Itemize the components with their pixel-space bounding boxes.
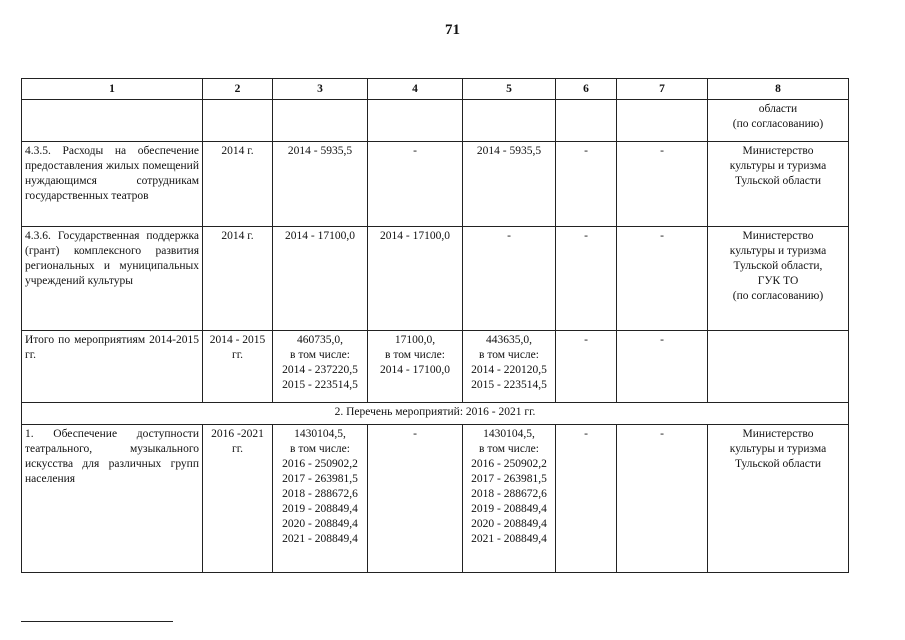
cell-text: 2017 - 263981,5 xyxy=(282,473,358,485)
cell-text: 2016 -2021 xyxy=(211,428,264,440)
activity-name-cell xyxy=(22,227,203,331)
cell-text: 460735,0, xyxy=(297,334,343,346)
cell-text: (по согласованию) xyxy=(732,290,824,302)
cell-text: 2021 - 208849,4 xyxy=(471,533,547,545)
municipal-funding-cell xyxy=(556,142,617,227)
cell-text: 1. Обеспечение доступности театрального, музыкального искусства для различных групп населения xyxy=(25,428,199,485)
cell-text: в том числе: xyxy=(479,443,539,455)
cell-text: 2017 - 263981,5 xyxy=(471,473,547,485)
cell-text: - xyxy=(660,230,664,242)
cell-text: 2014 г. xyxy=(221,145,254,157)
municipal-funding-cell xyxy=(556,331,617,403)
section-heading: 2. Перечень мероприятий: 2016 - 2021 гг. xyxy=(22,403,849,425)
other-funding-cell xyxy=(617,142,708,227)
other-funding-cell xyxy=(617,100,708,142)
column-number-header-row xyxy=(22,79,849,100)
cell-text: Министерство xyxy=(742,428,814,440)
cell-text: 2014 - 237220,5 xyxy=(282,364,358,376)
period-cell xyxy=(203,331,273,403)
cell-text: Тульской области xyxy=(734,458,821,470)
cell-text: 2019 - 208849,4 xyxy=(471,503,547,515)
cell-text: 17100,0, xyxy=(394,334,436,346)
cell-text: гг. xyxy=(231,443,243,455)
cell-text: 2018 - 288672,6 xyxy=(471,488,547,500)
total-funding-cell xyxy=(273,142,368,227)
cell-text: 2015 - 223514,5 xyxy=(471,379,547,391)
regional-funding-cell xyxy=(463,142,556,227)
executor-cell xyxy=(708,425,849,573)
cell-text: 2015 - 223514,5 xyxy=(282,379,358,391)
cell-text: - xyxy=(584,230,588,242)
page-number: 71 xyxy=(445,22,460,38)
table-row xyxy=(22,100,849,142)
cell-text: 2021 - 208849,4 xyxy=(282,533,358,545)
cell-text: 2014 - 17100,0 xyxy=(285,230,355,242)
cell-text: в том числе: xyxy=(290,443,350,455)
cell-text: (по согласованию) xyxy=(732,118,824,130)
column-header: 2 xyxy=(203,79,273,100)
regional-funding-cell xyxy=(463,227,556,331)
cell-text: - xyxy=(413,428,417,440)
cell-text: 4.3.5. Расходы на обеспечение предоставления жилых помещений нуждающимся сотрудникам государственных театров xyxy=(25,145,199,202)
cell-text: 1430104,5, xyxy=(483,428,535,440)
column-header: 6 xyxy=(556,79,617,100)
cell-text: в том числе: xyxy=(385,349,445,361)
cell-text: 2014 - 5935,5 xyxy=(476,145,542,157)
federal-funding-cell xyxy=(368,425,463,573)
cell-text: Министерство xyxy=(742,230,814,242)
period-cell xyxy=(203,142,273,227)
cell-text: 2014 - 17100,0 xyxy=(380,230,450,242)
cell-text: - xyxy=(507,230,511,242)
cell-text: 2014 г. xyxy=(221,230,254,242)
cell-text: Итого по мероприятиям 2014-2015 гг. xyxy=(25,334,199,361)
activity-name-cell xyxy=(22,331,203,403)
total-funding-cell xyxy=(273,100,368,142)
column-header: 4 xyxy=(368,79,463,100)
federal-funding-cell xyxy=(368,227,463,331)
period-cell xyxy=(203,227,273,331)
cell-text: 4.3.6. Государственная поддержка (грант) комплексного развития региональных и муниципальных учреждений культуры xyxy=(25,230,199,287)
executor-cell xyxy=(708,227,849,331)
cell-text: 2014 - 2015 xyxy=(209,334,266,346)
total-funding-cell xyxy=(273,227,368,331)
cell-text: культуры и туризма xyxy=(729,443,827,455)
cell-text: 2020 - 208849,4 xyxy=(471,518,547,530)
period-cell xyxy=(203,425,273,573)
section-heading-row xyxy=(22,403,849,425)
cell-text: 2019 - 208849,4 xyxy=(282,503,358,515)
cell-text: 2016 - 250902,2 xyxy=(282,458,358,470)
cell-text: 2014 - 5935,5 xyxy=(287,145,353,157)
total-funding-cell xyxy=(273,425,368,573)
cell-text: - xyxy=(584,145,588,157)
column-header: 7 xyxy=(617,79,708,100)
cell-text: ГУК ТО xyxy=(757,275,799,287)
regional-funding-cell xyxy=(463,100,556,142)
activity-name-cell xyxy=(22,100,203,142)
cell-text: - xyxy=(413,145,417,157)
municipal-funding-cell xyxy=(556,425,617,573)
executor-cell xyxy=(708,100,849,142)
cell-text: - xyxy=(584,428,588,440)
column-header: 1 xyxy=(22,79,203,100)
cell-text: 2016 - 250902,2 xyxy=(471,458,547,470)
cell-text: культуры и туризма xyxy=(729,160,827,172)
cell-text: 2018 - 288672,6 xyxy=(282,488,358,500)
cell-text: - xyxy=(660,334,664,346)
activity-name-cell xyxy=(22,142,203,227)
cell-text: в том числе: xyxy=(479,349,539,361)
regional-funding-cell xyxy=(463,331,556,403)
activity-name-cell xyxy=(22,425,203,573)
cell-text: - xyxy=(660,428,664,440)
cell-text: области xyxy=(758,103,798,115)
table-row xyxy=(22,142,849,227)
federal-funding-cell xyxy=(368,100,463,142)
column-header: 3 xyxy=(273,79,368,100)
executor-cell xyxy=(708,331,849,403)
column-header: 5 xyxy=(463,79,556,100)
footnote-separator xyxy=(21,621,173,622)
cell-text: Тульской области xyxy=(734,175,821,187)
other-funding-cell xyxy=(617,331,708,403)
federal-funding-cell xyxy=(368,331,463,403)
cell-text: культуры и туризма xyxy=(729,245,827,257)
executor-cell xyxy=(708,142,849,227)
program-activities-table xyxy=(21,78,849,573)
federal-funding-cell xyxy=(368,142,463,227)
cell-text: гг. xyxy=(231,349,243,361)
municipal-funding-cell xyxy=(556,100,617,142)
cell-text: 1430104,5, xyxy=(294,428,346,440)
cell-text: 2014 - 220120,5 xyxy=(471,364,547,376)
cell-text: Министерство xyxy=(742,145,814,157)
cell-text: - xyxy=(660,145,664,157)
table-row xyxy=(22,331,849,403)
cell-text: Тульской области, xyxy=(733,260,823,272)
cell-text: в том числе: xyxy=(290,349,350,361)
table-row xyxy=(22,227,849,331)
cell-text: - xyxy=(584,334,588,346)
other-funding-cell xyxy=(617,227,708,331)
table-row xyxy=(22,425,849,573)
municipal-funding-cell xyxy=(556,227,617,331)
cell-text: 443635,0, xyxy=(486,334,532,346)
cell-text: 2020 - 208849,4 xyxy=(282,518,358,530)
other-funding-cell xyxy=(617,425,708,573)
cell-text: 2014 - 17100,0 xyxy=(380,364,450,376)
regional-funding-cell xyxy=(463,425,556,573)
column-header: 8 xyxy=(708,79,849,100)
total-funding-cell xyxy=(273,331,368,403)
period-cell xyxy=(203,100,273,142)
